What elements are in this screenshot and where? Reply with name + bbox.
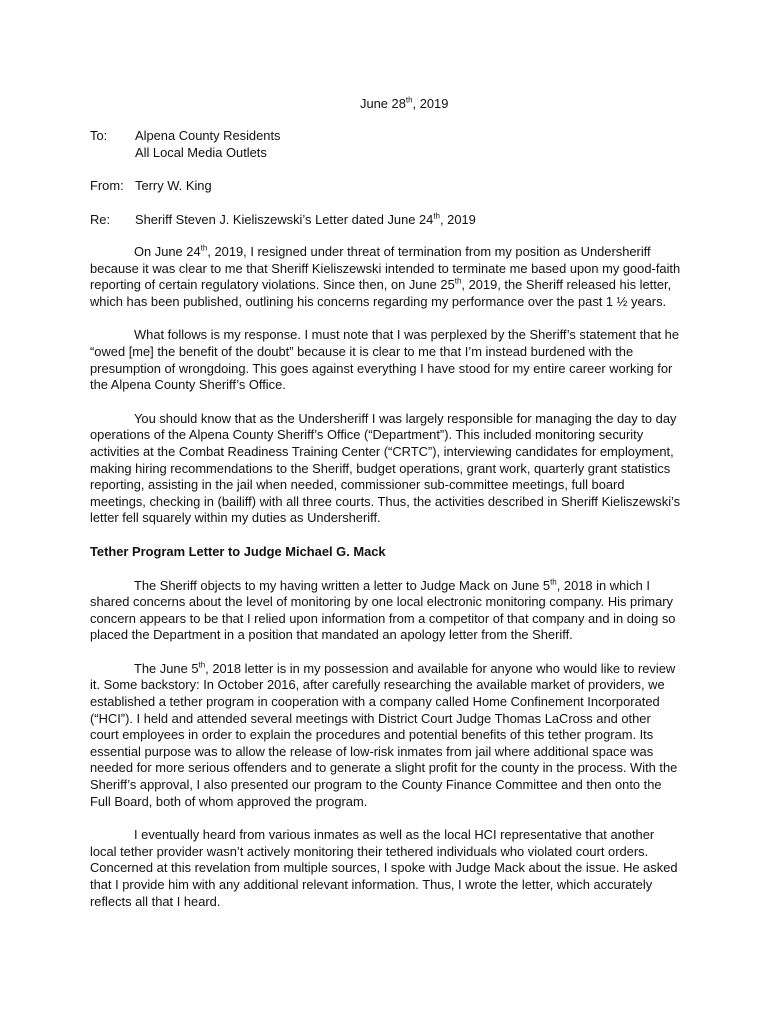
- paragraph-1: On June 24th, 2019, I resigned under threat of termination from my position as Undersheriff because it was clear to me that Sheriff Kieliszewski intended to terminate me based upon my good-faith reporting of certain regulatory violations. Since then, on June 25th, 2019, the Sheriff released his letter, which has been published, outlining his concerns regarding my performance over the past 1 ½ years.: [90, 243, 681, 309]
- re-row: [90, 212, 682, 229]
- paragraph-3: You should know that as the Undersheriff I was largely responsible for managing the day to day operations of the Alpena County Sheriff’s Office (“Department”). This included monitoring security activities at the Combat Readiness Training Center (“CRTC”), interviewing candidates for employment, making hiring recommendations to the Sheriff, budget operations, grant work, quarterly grant statistics reporting, assisting in the jail when needed, commissioner sub-committee meetings, full board meetings, checking in (bailiff) with all three courts. Thus, the activities described in Sheriff Kieliszewski’s letter fell squarely within my duties as Undersheriff.: [90, 410, 681, 526]
- letter-header: [90, 128, 682, 228]
- from-value: Terry W. King: [135, 178, 212, 194]
- letter-date: [360, 96, 448, 113]
- from-row: [90, 178, 682, 195]
- to-row: [90, 128, 682, 145]
- letter-body: [90, 244, 682, 927]
- from-label: From:: [90, 178, 124, 194]
- paragraph-6: I eventually heard from various inmates as well as the local HCI representative that another local tether provider wasn’t actively monitoring their tethered individuals who violated court orders. Concerned at this revelation from multiple sources, I spoke with Judge Mack about the issue. He asked that I provide him with any additional relevant information. Thus, I wrote the letter, which accurately reflects all that I heard.: [90, 827, 678, 909]
- re-subject: Sheriff Steven J. Kieliszewski’s Letter dated June 24th, 2019: [135, 211, 476, 227]
- to-label: To:: [90, 128, 108, 143]
- to-row-2: [90, 145, 682, 162]
- paragraph-2: What follows is my response. I must note that I was perplexed by the Sheriff’s statement that he “owed [me] the benefit of the doubt” because it is clear to me that I’m instead burdened with the presumption of wrongdoing. This goes against everything I have stood for my entire career working for the Alpena County Sheriff’s Office.: [90, 327, 680, 393]
- to-recipient-2: All Local Media Outlets: [135, 144, 267, 160]
- date-superscript: th: [405, 95, 413, 105]
- date-year: , 2019: [412, 96, 449, 111]
- to-recipient-1: Alpena County Residents: [135, 128, 281, 143]
- section-heading-tether-program: Tether Program Letter to Judge Michael G. Mack: [90, 543, 386, 559]
- paragraph-5: The June 5th, 2018 letter is in my possession and available for anyone who would like to review it. Some backstory: In October 2016, after carefully researching the available market of providers, we established a tether program in cooperation with a company called Home Confinement Incorporated (“HCI”). I held and attended several meetings with District Court Judge Thomas LaCross and other court employees in order to explain the procedures and potential benefits of this tether program. Its essential purpose was to allow the release of low-risk inmates from jail where additional space was needed for more serious offenders and to generate a slight profit for the county in the process. With the Sheriff’s approval, I also presented our program to the County Finance Committee and then onto the Full Board, both of whom approved the program.: [90, 660, 678, 809]
- paragraph-4: The Sheriff objects to my having written a letter to Judge Mack on June 5th, 2018 in which I shared concerns about the level of monitoring by one local electronic monitoring company. His primary concern appears to be that I relied upon information from a competitor of that company and in doing so placed the Department in a position that mandated an apology letter from the Sheriff.: [90, 577, 676, 643]
- date-text: June 28: [360, 96, 406, 111]
- re-label: Re:: [90, 211, 111, 227]
